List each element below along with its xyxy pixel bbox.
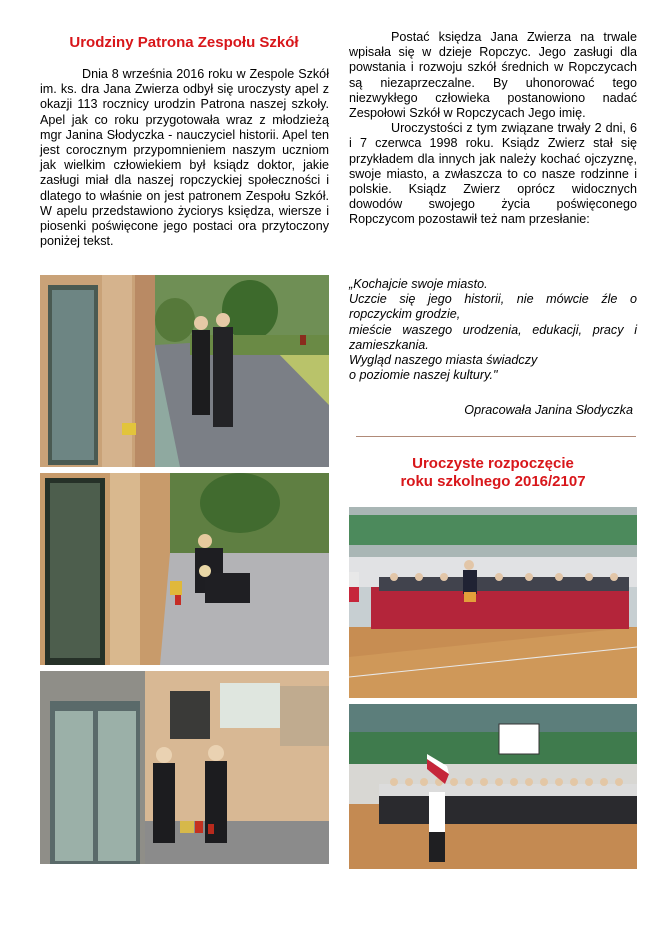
article-title-school-year (349, 455, 637, 491)
photo-graphic (40, 671, 329, 864)
paragraph-text: Dnia 8 września 2016 roku w Zespole Szkół im. ks. dra Jana Zwierza odbył się uroczysty apel z okazji 113 rocznicy urodzin Patrona naszej szkoły. Apel jak co roku przygotowała wraz z młodzieżą mgr Janina Słodyczka - nauczyciel historii. Apel ten jest corocznym przypomnieniem naszym uczniom jak wielkim człowiekiem był ksiądz doktor, jakie zasługi miał dla naszej ropczyckiej społeczności i dlatego to właśnie on jest patronem Zespołu Szkół. W apelu przedstawiono życiorys księdza, wiersze i piosenki poświęcone jego postaci ora przytoczony poniżej tekst. (40, 67, 329, 249)
title-line-1: Uroczyste rozpoczęcie (412, 455, 574, 472)
article-title-patron: Urodziny Patrona Zespołu Szkół (69, 34, 299, 51)
article-paragraph-right (349, 30, 637, 228)
photo-graphic (349, 704, 637, 869)
quote-block (349, 277, 637, 383)
photo-graphic (40, 473, 329, 665)
title-line-2: roku szkolnego 2016/2107 (400, 473, 586, 490)
quote-line: Wygląd naszego miasta świadczy (349, 353, 538, 368)
photo-graphic (40, 275, 329, 467)
quote-line: „Kochajcie swoje miasto. (349, 277, 488, 291)
photo-students-entrance (40, 671, 329, 864)
photo-students-gym (349, 704, 637, 869)
article-paragraph-patron (40, 67, 329, 249)
paragraph-text-2: Uroczystości z tym związane trwały 2 dni, 6 i 7 czerwca 1998 roku. Ksiądz Zwierz stał się przykładem dla innych jak należy kochać ojczyznę, swoje miasto, a zwłaszcza to co nasze rodzinne i polskie. Ksiądz Zwierz oprócz widocznych dowodów swojego życia poświęconego Ropczycom pozostawił też nam przesłanie: (349, 121, 637, 227)
quote-line: o poziomie naszej kultury." (349, 368, 498, 383)
quote-line: mieście waszego urodzenia, edukacji, pracy i zamieszkania. (349, 322, 637, 352)
divider (356, 436, 636, 437)
photo-graphic (349, 507, 637, 698)
author-signature: Opracowała Janina Słodyczka (464, 403, 633, 417)
photo-students-flowers (40, 473, 329, 665)
photo-ceremony-table (349, 507, 637, 698)
quote-line: Uczcie się jego historii, nie mówcie źle o ropczyckim grodzie, (349, 292, 637, 322)
photo-students-standing (40, 275, 329, 467)
paragraph-text-1: Postać księdza Jana Zwierza na trwale wpisała się w dzieje Ropczyc. Jego zasługi dla powstania i rozwoju szkół średnich w Ropczycach są niezaprzeczalne. By uhonorować tego niezwykłego człowieka postanowiono nadać Zespołowi Szkół w Ropczycach Jego imię. (349, 30, 637, 121)
